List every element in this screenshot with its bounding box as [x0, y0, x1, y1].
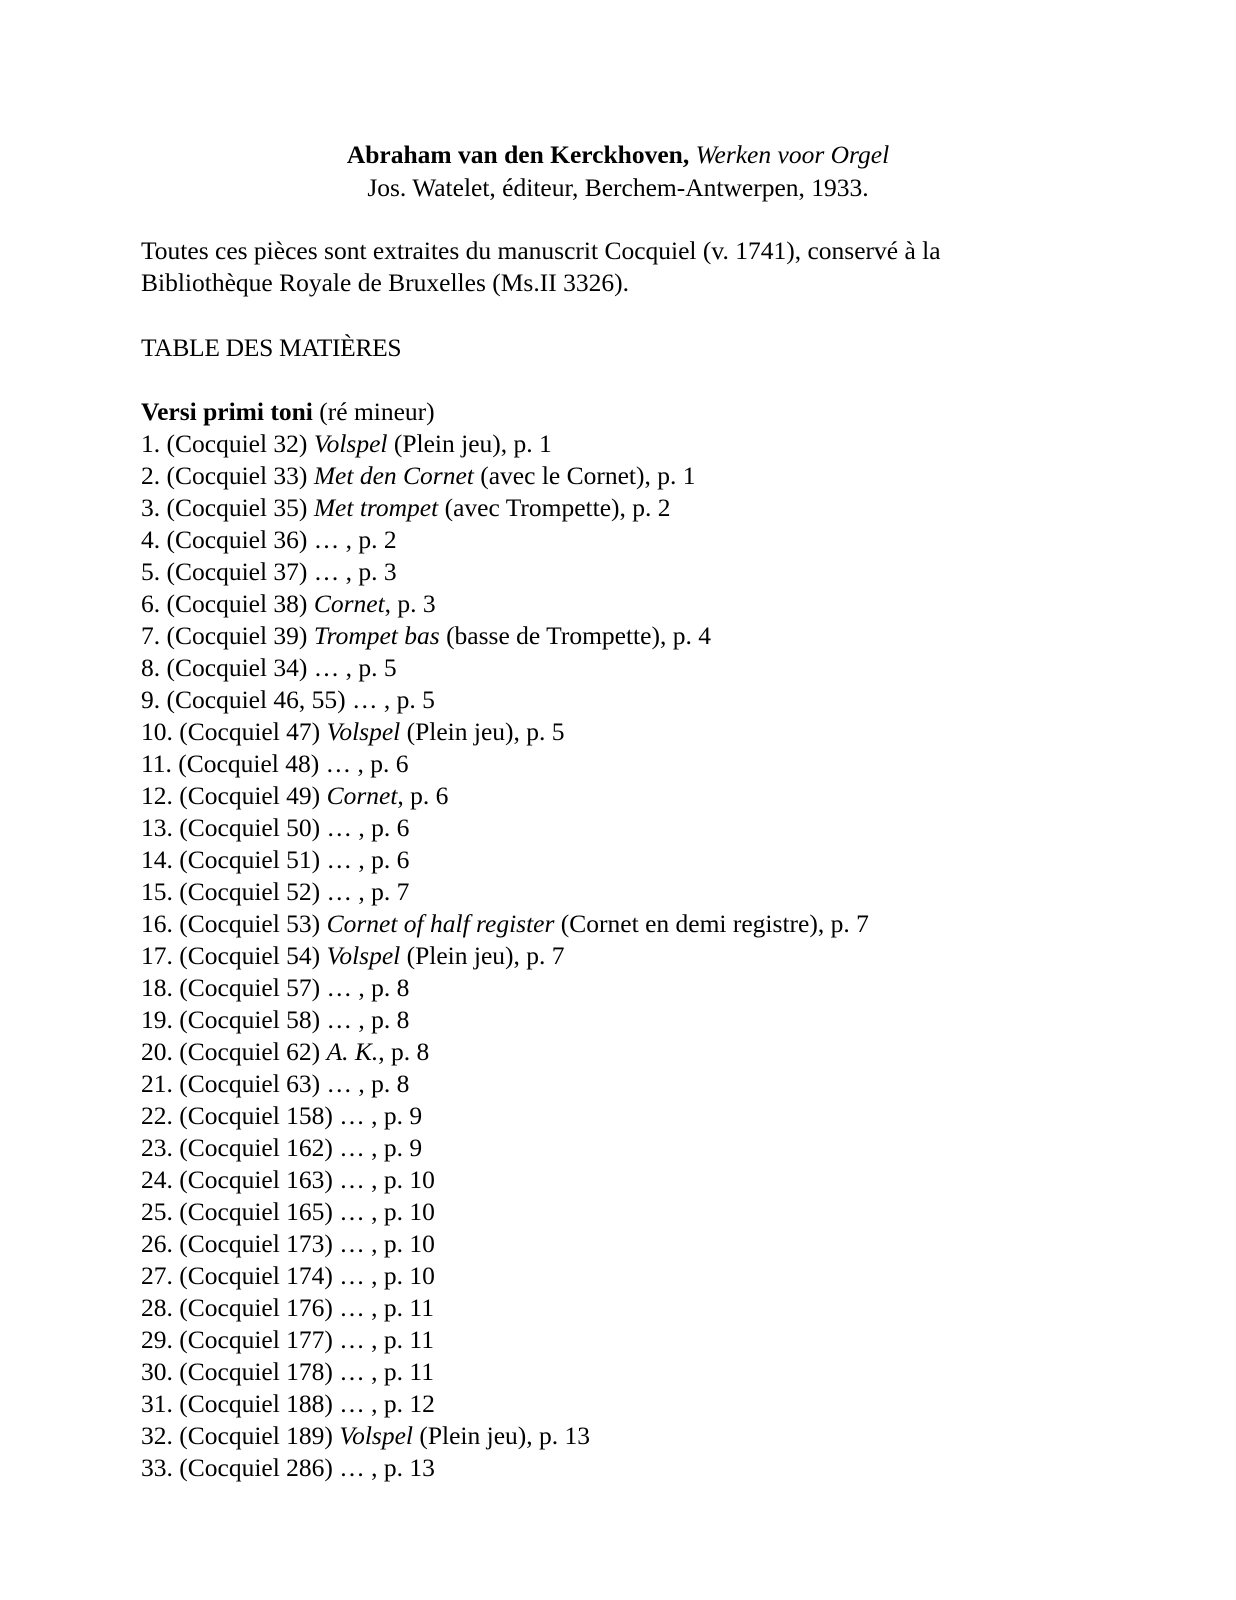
intro-line-2: Bibliothèque Royale de Bruxelles (Ms.II 3326).	[141, 268, 629, 297]
toc-entry	[141, 1004, 869, 1036]
entry-reference: 26. (Cocquiel 173) … , p. 10	[141, 1229, 435, 1258]
entry-title: Met trompet	[313, 493, 439, 522]
work-title: Werken voor Orgel	[695, 140, 890, 169]
entry-reference: 28. (Cocquiel 176) … , p. 11	[141, 1293, 434, 1322]
entry-description: (avec Trompette), p. 2	[438, 493, 671, 522]
toc-entry	[141, 844, 869, 876]
entry-reference: 9. (Cocquiel 46, 55) … , p. 5	[141, 685, 435, 714]
toc-heading: TABLE DES MATIÈRES	[141, 333, 402, 362]
toc-entry	[141, 940, 869, 972]
entry-reference: 18. (Cocquiel 57) … , p. 8	[141, 973, 410, 1002]
entry-reference: 21. (Cocquiel 63) … , p. 8	[141, 1069, 410, 1098]
entry-reference: 30. (Cocquiel 178) … , p. 11	[141, 1357, 434, 1386]
entry-reference: 4. (Cocquiel 36) … , p. 2	[141, 525, 397, 554]
author-name: Abraham van den Kerckhoven,	[346, 140, 690, 169]
entry-description: , p. 8	[378, 1037, 430, 1066]
toc-entry	[141, 1356, 869, 1388]
toc-entry	[141, 748, 869, 780]
entry-reference: 27. (Cocquiel 174) … , p. 10	[141, 1261, 435, 1290]
entry-reference: 25. (Cocquiel 165) … , p. 10	[141, 1197, 435, 1226]
entry-reference: 23. (Cocquiel 162) … , p. 9	[141, 1133, 423, 1162]
entry-title: Volspel	[339, 1421, 413, 1450]
entry-reference: 3. (Cocquiel 35)	[141, 493, 314, 522]
entry-reference: 29. (Cocquiel 177) … , p. 11	[141, 1325, 434, 1354]
toc-entry	[141, 1324, 869, 1356]
entry-reference: 32. (Cocquiel 189)	[141, 1421, 340, 1450]
entry-reference: 10. (Cocquiel 47)	[141, 717, 327, 746]
toc-entry	[141, 1036, 869, 1068]
entry-description: (Plein jeu), p. 13	[412, 1421, 591, 1450]
toc-entry	[141, 1196, 869, 1228]
entry-description: (avec le Cornet), p. 1	[473, 461, 696, 490]
toc-entry	[141, 428, 869, 460]
intro-line-1: Toutes ces pièces sont extraites du manuscrit Cocquiel (v. 1741), conservé à la	[141, 236, 941, 265]
toc-entry	[141, 780, 869, 812]
intro-paragraph	[141, 235, 1101, 299]
entry-title: Cornet of half register	[326, 909, 555, 938]
entry-reference: 33. (Cocquiel 286) … , p. 13	[141, 1453, 435, 1482]
toc-entry	[141, 876, 869, 908]
toc-entry	[141, 1228, 869, 1260]
entry-reference: 6. (Cocquiel 38)	[141, 589, 314, 618]
toc-entry	[141, 1292, 869, 1324]
toc-entry	[141, 812, 869, 844]
toc-entry	[141, 1388, 869, 1420]
entry-reference: 22. (Cocquiel 158) … , p. 9	[141, 1101, 423, 1130]
entry-reference: 2. (Cocquiel 33)	[141, 461, 314, 490]
entry-reference: 5. (Cocquiel 37) … , p. 3	[141, 557, 397, 586]
entry-description: (Plein jeu), p. 5	[400, 717, 565, 746]
entry-reference: 1. (Cocquiel 32)	[141, 429, 314, 458]
entry-description: (Plein jeu), p. 1	[387, 429, 552, 458]
toc-entry	[141, 1260, 869, 1292]
toc-entry	[141, 716, 869, 748]
toc-entry	[141, 1452, 869, 1484]
entry-reference: 11. (Cocquiel 48) … , p. 6	[141, 749, 409, 778]
toc-entry	[141, 684, 869, 716]
entry-reference: 14. (Cocquiel 51) … , p. 6	[141, 845, 410, 874]
toc-entry	[141, 1132, 869, 1164]
entry-title: Cornet	[326, 781, 398, 810]
toc-entry	[141, 556, 869, 588]
entry-reference: 31. (Cocquiel 188) … , p. 12	[141, 1389, 435, 1418]
entry-description: (Plein jeu), p. 7	[400, 941, 565, 970]
toc-entry	[141, 620, 869, 652]
toc-entry	[141, 1164, 869, 1196]
toc-entry-list	[141, 428, 869, 1484]
entry-reference: 19. (Cocquiel 58) … , p. 8	[141, 1005, 410, 1034]
entry-title: Trompet bas	[313, 621, 440, 650]
toc-entry	[141, 460, 869, 492]
entry-title: Volspel	[326, 941, 401, 970]
entry-reference: 15. (Cocquiel 52) … , p. 7	[141, 877, 410, 906]
entry-title: Volspel	[326, 717, 401, 746]
document-title	[0, 139, 1236, 171]
section-name: Versi primi toni	[141, 397, 313, 426]
entry-title: Volspel	[313, 429, 388, 458]
entry-title: A. K.	[326, 1037, 379, 1066]
entry-description: , p. 6	[397, 781, 449, 810]
entry-reference: 7. (Cocquiel 39)	[141, 621, 314, 650]
section-title	[141, 396, 869, 428]
section-key: (ré mineur)	[312, 397, 435, 426]
toc-entry	[141, 652, 869, 684]
entry-title: Cornet	[313, 589, 385, 618]
entry-description: (basse de Trompette), p. 4	[439, 621, 711, 650]
entry-reference: 24. (Cocquiel 163) … , p. 10	[141, 1165, 435, 1194]
toc-entry	[141, 908, 869, 940]
toc-section	[141, 396, 869, 1484]
entry-reference: 17. (Cocquiel 54)	[141, 941, 327, 970]
toc-entry	[141, 524, 869, 556]
entry-reference: 13. (Cocquiel 50) … , p. 6	[141, 813, 410, 842]
toc-entry	[141, 1068, 869, 1100]
entry-reference: 20. (Cocquiel 62)	[141, 1037, 327, 1066]
entry-title: Met den Cornet	[313, 461, 474, 490]
entry-description: , p. 3	[384, 589, 436, 618]
publisher-line: Jos. Watelet, éditeur, Berchem-Antwerpen, 1933.	[367, 173, 869, 202]
entry-reference: 16. (Cocquiel 53)	[141, 909, 327, 938]
toc-entry	[141, 588, 869, 620]
entry-reference: 12. (Cocquiel 49)	[141, 781, 327, 810]
toc-entry	[141, 972, 869, 1004]
toc-entry	[141, 1420, 869, 1452]
entry-reference: 8. (Cocquiel 34) … , p. 5	[141, 653, 397, 682]
toc-entry	[141, 1100, 869, 1132]
toc-entry	[141, 492, 869, 524]
entry-description: (Cornet en demi registre), p. 7	[554, 909, 869, 938]
